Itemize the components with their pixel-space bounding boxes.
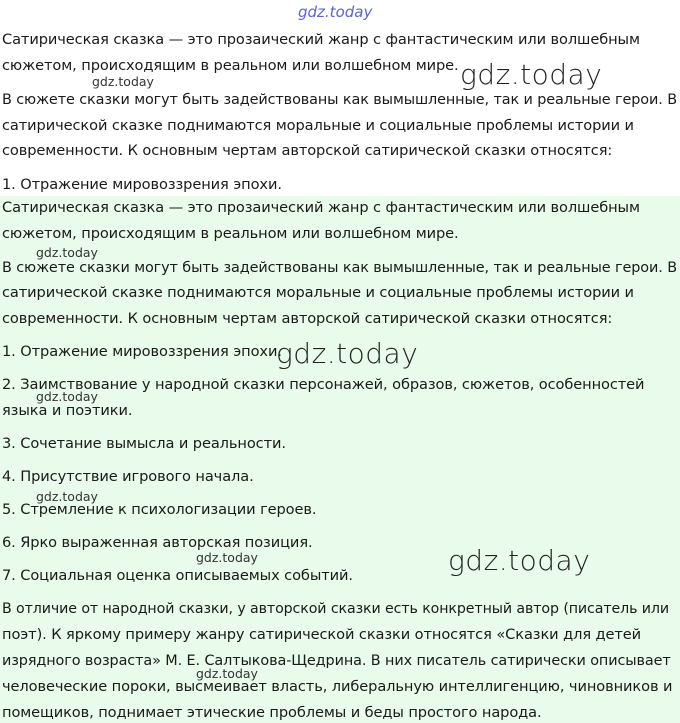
block2-line-5: современности. К основным чертам авторской сатирической сказки относятся: — [2, 310, 613, 327]
watermark-small-1: gdz.today — [92, 74, 154, 89]
watermark-small-4: gdz.today — [36, 489, 98, 504]
block2-line-13: 7. Социальная оценка описываемых событий. — [2, 567, 353, 584]
block1-line-4: сатирической сказке поднимаются моральные и социальные проблемы истории и — [2, 117, 634, 134]
watermark-large-3: gdz.today — [448, 544, 591, 577]
block1-line-2: сюжетом, происходящим в реальном или волшебном мире. — [2, 57, 459, 74]
watermark-small-2: gdz.today — [36, 245, 98, 260]
block2-line-16: изрядного возраста» М. Е. Салтыкова-Щедрина. В них писатель сатирически описывает — [2, 653, 671, 669]
block2-line-9: 3. Сочетание вымысла и реальности. — [2, 435, 286, 452]
watermark-small-6: gdz.today — [196, 666, 258, 681]
block1-line-5: современности. К основным чертам авторской сатирической сказки относятся: — [2, 142, 613, 159]
block2-line-7: 2. Заимствование у народной сказки персонажей, образов, сюжетов, особенностей — [2, 376, 645, 393]
watermark-top: gdz.today — [298, 3, 373, 21]
watermark-small-5: gdz.today — [196, 550, 258, 565]
block2-line-17: человеческие пороки, высмеивает власть, либеральную интеллигенцию, чиновников и — [2, 678, 673, 695]
block2-line-14: В отличие от народной сказки, у авторской сказки есть конкретный автор (писатель или — [2, 601, 669, 617]
block2-line-12: 6. Ярко выраженная авторская позиция. — [2, 534, 313, 551]
block2-line-2: сюжетом, происходящим в реальном или волшебном мире. — [2, 225, 459, 242]
block2-line-1: Сатирическая сказка — это прозаический жанр с фантастическим или волшебным — [2, 199, 640, 216]
block2-line-15: поэт). К яркому примеру жанру сатирической сказки относятся «Сказки для детей — [2, 626, 642, 643]
block1-line-6: 1. Отражение мировоззрения эпохи. — [2, 176, 282, 193]
block2-line-6: 1. Отражение мировоззрения эпохи. — [2, 343, 282, 360]
block2-line-8: языка и поэтики. — [2, 402, 133, 419]
block2-line-11: 5. Стремление к психологизации героев. — [2, 501, 317, 518]
block1-line-3: В сюжете сказки могут быть задействованы как вымышленные, так и реальные герои. В — [2, 92, 677, 108]
watermark-large-2: gdz.today — [276, 337, 419, 370]
block1-line-1: Сатирическая сказка — это прозаический жанр с фантастическим или волшебным — [2, 31, 640, 48]
block2-line-10: 4. Присутствие игрового начала. — [2, 468, 254, 485]
watermark-large-1: gdz.today — [460, 58, 603, 91]
block2-line-4: сатирической сказке поднимаются моральные и социальные проблемы истории и — [2, 284, 634, 301]
block2-line-3: В сюжете сказки могут быть задействованы как вымышленные, так и реальные герои. В — [2, 260, 677, 276]
block2-line-18: помещиков, поднимает этические проблемы и беды простого народа. — [2, 704, 542, 721]
watermark-small-3: gdz.today — [36, 389, 98, 404]
